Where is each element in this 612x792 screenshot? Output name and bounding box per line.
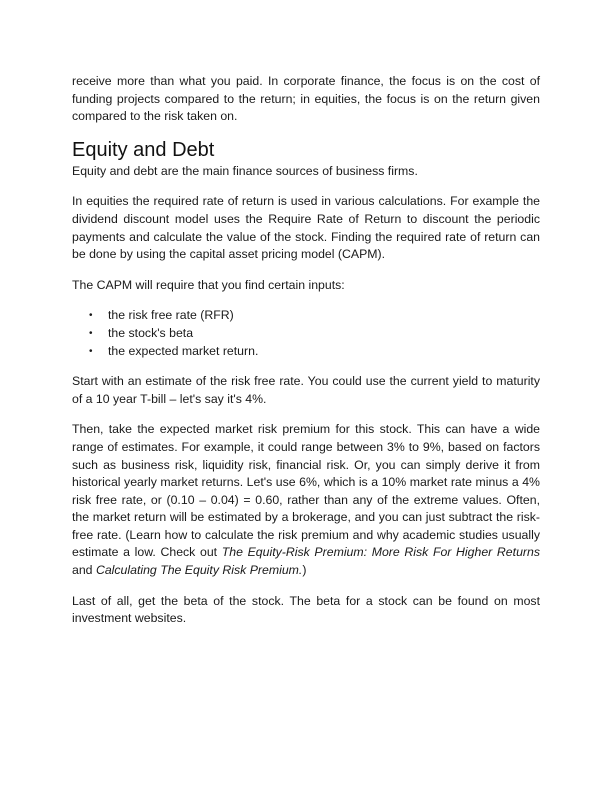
bullet-icon: • [89, 345, 93, 357]
list-item [72, 307, 540, 325]
connector-text: and [72, 563, 96, 578]
bullet-icon: • [89, 310, 93, 322]
capm-inputs-paragraph: The CAPM will require that you find certain inputs: [72, 277, 345, 292]
list-item-text: the risk free rate (RFR) [108, 308, 234, 323]
risk-premium-paragraph [72, 421, 540, 579]
risk-free-paragraph: Start with an estimate of the risk free rate. You could use the current yield to maturity of a 10 year T-bill – let's say it's 4%. [72, 374, 540, 406]
capm-inputs-list [72, 307, 540, 360]
closing-paren: ) [302, 563, 307, 578]
risk-premium-text: Then, take the expected market risk premium for this stock. This can have a wide range of estimates. For example, it could range between 3% to 9%, based on factors such as business risk, liquidity risk, financial risk. Or, you can simply derive it from historical yearly market returns. Let's use 6%, which is a 10% market rate minus a 4% risk free rate, or (0.10 – 0.04) = 0.60, rather than any of the extreme values. Often, the market return will be estimated by a brokerage, and you can just subtract the risk-free rate. (Learn how to calculate the risk premium and why academic studies usually estimate a low. Check out [72, 422, 540, 560]
beta-paragraph: Last of all, get the beta of the stock. The beta for a stock can be found on most investment websites. [72, 593, 540, 626]
document-body [72, 73, 540, 628]
list-item [72, 325, 540, 343]
article-title-calculating-premium: Calculating The Equity Risk Premium. [95, 563, 303, 578]
list-item [72, 343, 540, 361]
bullet-icon: • [89, 327, 93, 339]
section-heading: Equity and Debt [72, 138, 215, 161]
list-item-text: the expected market return. [108, 343, 259, 358]
intro-paragraph: receive more than what you paid. In corporate finance, the focus is on the cost of funding projects compared to the return; in equities, the focus is on the return given compared to the risk taken on. [72, 74, 540, 124]
article-title-equity-risk-premium: The Equity-Risk Premium: More Risk For Higher Returns [221, 545, 540, 560]
required-rate-paragraph: In equities the required rate of return is used in various calculations. For example the dividend discount model uses the Require Rate of Return to discount the periodic payments and calculate the value of the stock. Finding the required rate of return can be done by using the capital asset pricing model (CAPM). [72, 194, 540, 262]
section-lead-paragraph: Equity and debt are the main finance sources of business firms. [72, 163, 418, 178]
list-item-text: the stock's beta [108, 325, 194, 340]
